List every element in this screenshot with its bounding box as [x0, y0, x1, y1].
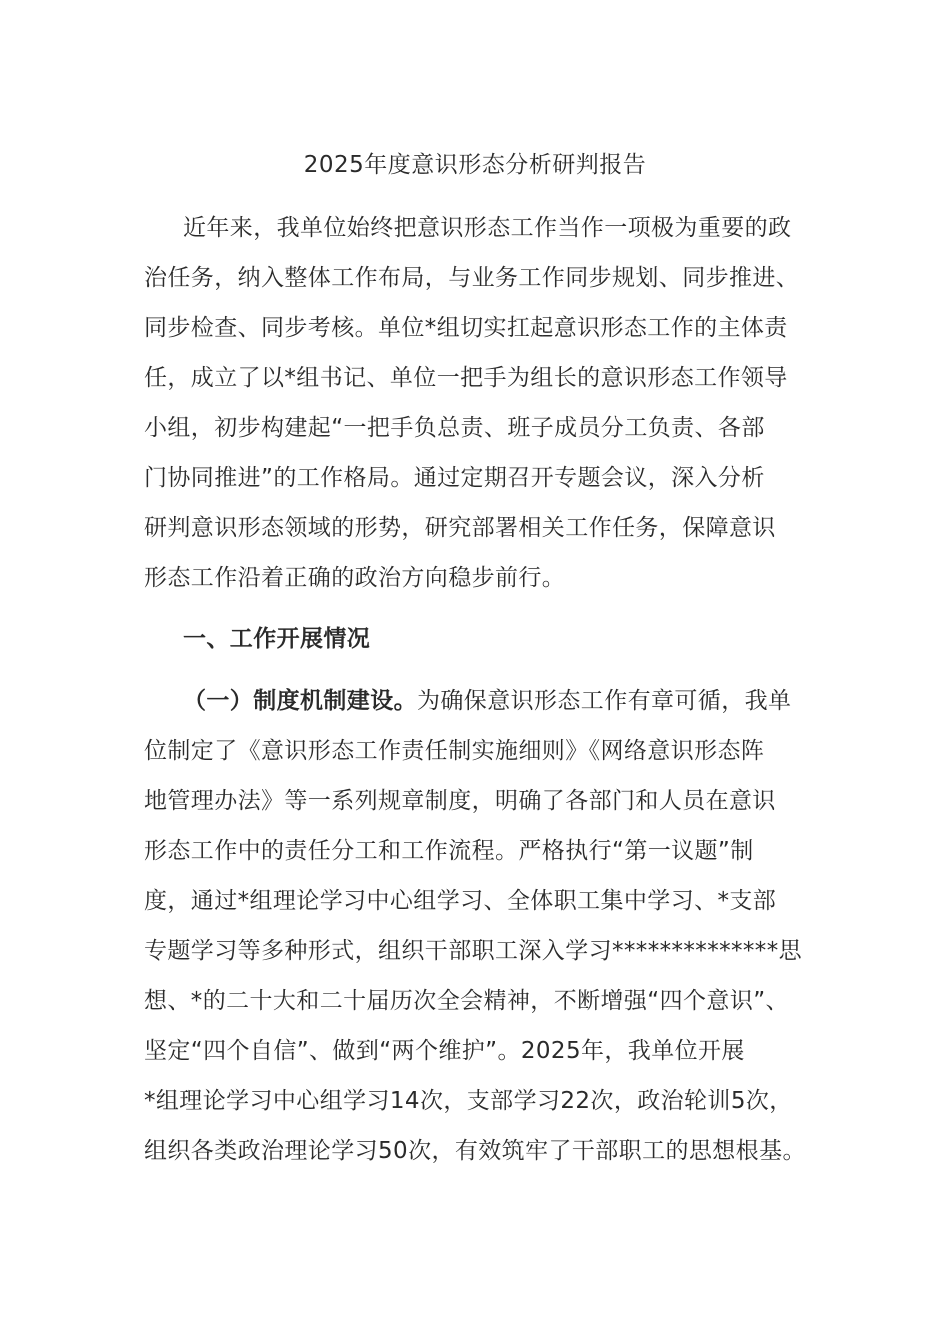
- intro-line-7: 研判意识形态领域的形势，研究部署相关工作任务，保障意识: [144, 515, 776, 541]
- section-heading-work-progress: 一、工作开展情况: [183, 626, 371, 652]
- subsection-line-5: 度，通过*组理论学习中心组学习、全体职工集中学习、*支部: [144, 888, 777, 914]
- subsection-line-10: 组织各类政治理论学习50次，有效筑牢了干部职工的思想根基。: [144, 1138, 806, 1164]
- subsection-line-2: 位制定了《意识形态工作责任制实施细则》《网络意识形态阵: [144, 738, 765, 764]
- intro-line-1: 近年来，我单位始终把意识形态工作当作一项极为重要的政: [183, 215, 792, 241]
- intro-line-2: 治任务，纳入整体工作布局，与业务工作同步规划、同步推进、: [144, 265, 800, 291]
- subsection-line-4: 形态工作中的责任分工和工作流程。严格执行“第一议题”制: [144, 838, 754, 864]
- intro-line-4: 任，成立了以*组书记、单位一把手为组长的意识形态工作领导: [144, 365, 788, 391]
- subsection-first-line-text: 为确保意识形态工作有章可循，我单: [417, 688, 792, 714]
- subsection-first-line: [183, 686, 791, 716]
- intro-line-3: 同步检查、同步考核。单位*组切实扛起意识形态工作的主体责: [144, 315, 788, 341]
- subsection-line-9: *组理论学习中心组学习14次，支部学习22次，政治轮训5次，: [144, 1088, 793, 1114]
- subsection-line-8: 坚定“四个自信”、做到“两个维护”。2025年，我单位开展: [144, 1038, 745, 1064]
- subsection-heading-institution: （一）制度机制建设。: [183, 688, 417, 714]
- intro-line-5: 小组，初步构建起“一把手负总责、班子成员分工负责、各部: [144, 415, 765, 441]
- intro-line-6: 门协同推进”的工作格局。通过定期召开专题会议，深入分析: [144, 465, 765, 491]
- subsection-line-6: 专题学习等多种形式，组织干部职工深入学习**************思: [144, 938, 802, 964]
- subsection-line-3: 地管理办法》等一系列规章制度，明确了各部门和人员在意识: [144, 788, 776, 814]
- subsection-line-7: 想、*的二十大和二十届历次全会精神，不断增强“四个意识”、: [144, 988, 789, 1014]
- document-title: 2025年度意识形态分析研判报告: [303, 152, 647, 178]
- intro-line-8: 形态工作沿着正确的政治方向稳步前行。: [144, 565, 566, 591]
